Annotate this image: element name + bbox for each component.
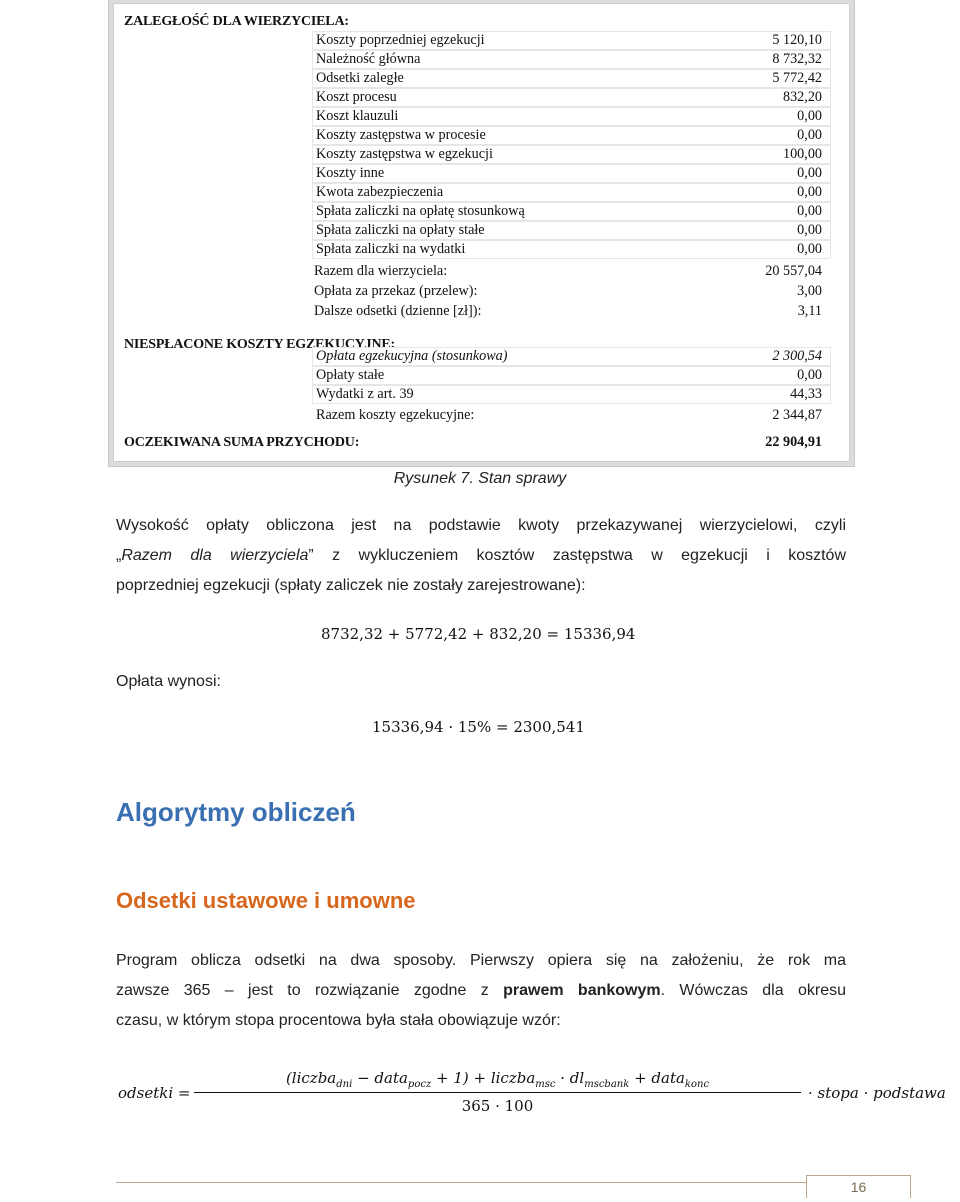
row-label: Koszty zastępstwa w egzekucji [316,146,493,162]
creditor-row [114,126,849,145]
creditor-row [114,107,849,126]
emphasis-creditor-total: Razem dla wierzyciela [121,547,309,564]
formula-numerator: (liczba$_{dni}$ − data$_{pocz}$ + 1) + liczba$_{msc}$ · $dl_{mscbank}$ + data$_{konc}$ [285,1069,710,1090]
row-value: 0,00 [797,241,822,257]
creditor-row [114,221,849,240]
row-frame [312,366,831,385]
equation-sum: 8732,32 + 5772,42 + 832,20 = 15336,94 [321,625,636,643]
row-value: 8 732,32 [772,51,822,67]
row-label: Kwota zabezpieczenia [316,184,444,200]
creditor-summary-row [114,302,849,321]
emphasis-banking-law: prawem bankowym [503,982,661,999]
row-value: 0,00 [797,165,822,181]
row-value: 2 344,87 [772,407,822,423]
row-frame [312,164,831,183]
creditor-row [114,31,849,50]
row-label: Wydatki z art. 39 [316,386,414,402]
creditor-row [114,88,849,107]
creditor-row [114,50,849,69]
row-label: Spłata zaliczki na wydatki [316,241,466,257]
expected-total-row: OCZEKIWANA SUMA PRZYCHODU: 22 904,91 [124,434,822,450]
row-label: Koszt procesu [316,89,397,105]
row-label: Koszty poprzedniej egzekucji [316,32,485,48]
creditor-row [114,183,849,202]
cost-row [114,385,849,404]
formula-lhs: odsetki = [118,1084,191,1102]
interest-paragraph: Program oblicza odsetki na dwa sposoby. Pierwszy opiera się na założeniu, że rok ma zawsze 365 – jest to rozwiązanie zgodne z prawem bankowym. Wówczas dla okresu czasu, w którym stopa procentowa była stała obowiązuje wzór: [116,952,846,1029]
creditor-row [114,202,849,221]
creditor-summary-row [114,282,849,301]
row-value: 5 120,10 [772,32,822,48]
row-value: 2 300,54 [772,348,822,364]
row-label: Odsetki zaległe [316,70,404,86]
row-value: 0,00 [797,222,822,238]
row-value: 832,20 [782,89,822,105]
creditor-row [114,69,849,88]
section-header-costs: NIESPŁACONE KOSZTY EGZEKUCYJNE: [124,337,395,352]
section-header-creditor: ZALEGŁOŚĆ DLA WIERZYCIELA: [124,14,349,29]
row-label: Koszty inne [316,165,385,181]
formula-fraction [196,1065,799,1120]
row-value: 5 772,42 [772,70,822,86]
row-label: Opłata za przekaz (przelew): [314,283,478,299]
row-label: Razem dla wierzyciela: [314,263,448,279]
figure-caption: Rysunek 7. Stan sprawy [393,470,567,487]
row-label: Spłata zaliczki na opłatę stosunkową [316,203,525,219]
row-label: Opłaty stałe [316,367,385,383]
row-label: Koszty zastępstwa w procesie [316,127,486,143]
row-value: 20 557,04 [765,263,822,279]
heading-algorithms: Algorytmy obliczeń [116,797,356,827]
cost-summary-row [114,406,849,425]
row-value: 3,11 [797,303,822,319]
case-status-figure [113,3,850,462]
row-label: Dalsze odsetki (dzienne [zł]): [314,303,482,319]
creditor-row [114,145,849,164]
row-value: 0,00 [797,127,822,143]
formula-denominator: 365 · 100 [461,1097,534,1115]
row-value: 0,00 [797,203,822,219]
cost-row [114,366,849,385]
equation-fee: 15336,94 · 15% = 2300,541 [372,718,585,736]
formula-rhs: · stopa · podstawa [808,1084,946,1102]
row-value: 100,00 [782,146,822,162]
cost-row [114,347,849,366]
row-label: Opłata egzekucyjna (stosunkowa) [316,348,508,364]
row-value: 0,00 [797,184,822,200]
heading-interest: Odsetki ustawowe i umowne [116,888,416,913]
fee-paragraph: Wysokość opłaty obliczona jest na podstawie kwoty przekazywanej wierzycielowi, czyli „Razem dla wierzyciela” z wykluczeniem kosztów zastępstwa w egzekucji i kosztów poprzedniej egzekucji (spłaty zaliczek nie zostały zarejestrowane): [116,517,847,594]
row-label: Spłata zaliczki na opłaty stałe [316,222,485,238]
creditor-row [114,164,849,183]
creditor-row [114,240,849,259]
row-label: Koszt klauzuli [316,108,399,124]
page-number: 16 [806,1175,911,1198]
row-value: 44,33 [790,386,822,402]
row-value: 3,00 [797,283,822,299]
interest-formula [118,1065,946,1121]
row-label: Należność główna [316,51,421,67]
row-value: 0,00 [797,108,822,124]
creditor-summary-row [114,262,849,281]
row-label: Razem koszty egzekucyjne: [316,407,475,423]
footer-rule [116,1182,848,1183]
row-value: 0,00 [797,367,822,383]
fee-label: Opłata wynosi: [116,673,221,690]
